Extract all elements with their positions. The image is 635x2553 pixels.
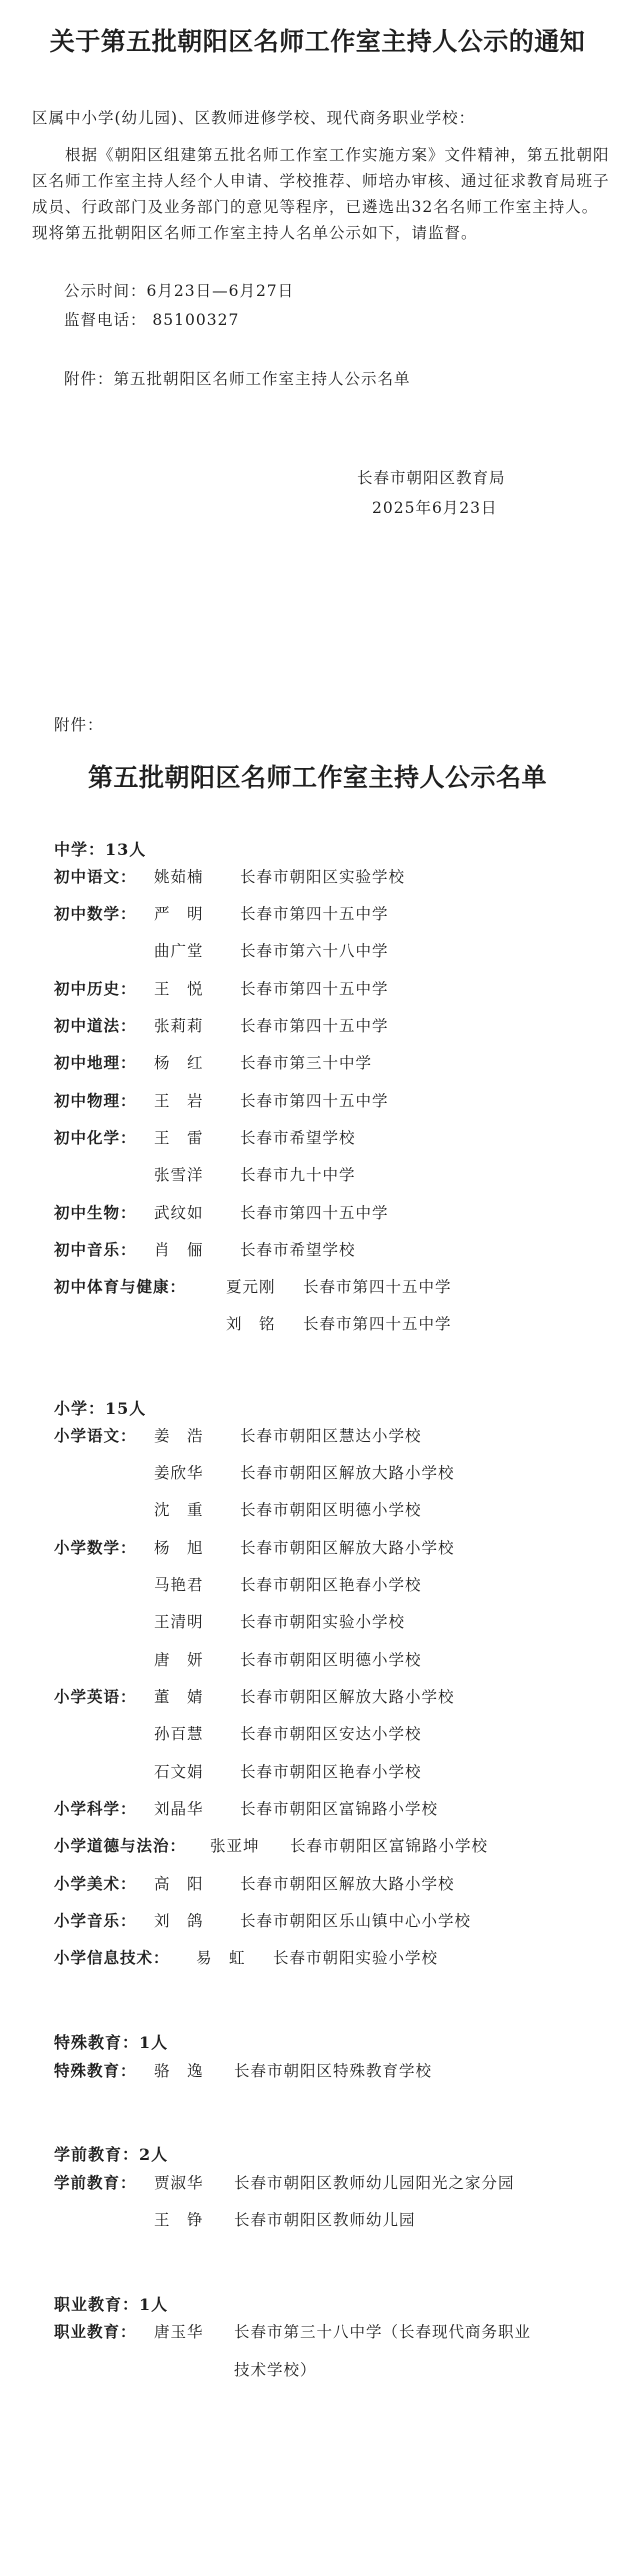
host-name: 刘 铭: [226, 1315, 276, 1333]
school-name: 长春市第三十中学: [240, 1054, 373, 1072]
notice-issuer: 长春市朝阳区教育局: [357, 469, 506, 487]
subject-label: 初中历史：: [54, 979, 137, 998]
section-vocational: 职业教育：1人: [54, 2295, 169, 2314]
notice-recipients: 区属中小学(幼儿园)、区教师进修学校、现代商务职业学校：: [32, 109, 476, 127]
host-name: 王 铮: [154, 2211, 204, 2229]
school-name: 长春市朝阳区富锦路小学校: [240, 1800, 439, 1818]
host-name: 王清明: [154, 1613, 204, 1631]
school-name: 长春市朝阳区教师幼儿园: [234, 2211, 416, 2229]
subject-label: 特殊教育：: [54, 2061, 137, 2080]
school-name: 长春市第六十八中学: [240, 942, 389, 960]
notice-body: 根据《朝阳区组建第五批名师工作室工作实施方案》文件精神，第五批朝阳区名师工作室主持人经个人申请、学校推荐、师培办审核、通过征求教育局班子成员、行政部门及业务部门的意见等程序，已遴选出32名名师工作室主持人。现将第五批朝阳区名师工作室主持人名单公示如下，请监督。: [32, 146, 610, 242]
school-name: 长春市朝阳区教师幼儿园阳光之家分园: [234, 2174, 515, 2192]
notice-attachment: 附件：第五批朝阳区名师工作室主持人公示名单: [64, 370, 411, 388]
school-name: 长春市朝阳区安达小学校: [240, 1725, 422, 1743]
host-name: 姜欣华: [154, 1464, 204, 1482]
subject-label: 学前教育：: [54, 2173, 137, 2192]
school-name: 长春市朝阳区富锦路小学校: [290, 1837, 489, 1855]
school-name: 长春市朝阳区解放大路小学校: [240, 1539, 455, 1557]
host-name: 张雪洋: [154, 1166, 204, 1184]
school-name: 长春市朝阳区乐山镇中心小学校: [240, 1912, 472, 1930]
school-name: 长春市朝阳实验小学校: [273, 1949, 439, 1967]
host-name: 杨 旭: [154, 1539, 204, 1557]
host-name: 高 阳: [154, 1875, 204, 1893]
subject-label: 小学美术：: [54, 1874, 137, 1893]
host-name: 曲广堂: [154, 942, 204, 960]
host-name: 易 虹: [196, 1949, 246, 1967]
host-name: 张莉莉: [154, 1017, 204, 1035]
notice-title: 关于第五批朝阳区名师工作室主持人公示的通知: [49, 27, 586, 56]
host-name: 严 明: [154, 905, 204, 923]
subject-label: 初中地理：: [54, 1053, 137, 1072]
host-name: 孙百慧: [154, 1725, 204, 1743]
host-name: 王 岩: [154, 1092, 204, 1110]
school-name: 长春市第四十五中学: [240, 1017, 389, 1035]
host-name: 王 雷: [154, 1129, 204, 1147]
school-name: 长春市朝阳区特殊教育学校: [234, 2062, 433, 2080]
school-name: 长春市朝阳区明德小学校: [240, 1651, 422, 1669]
school-name: 长春市朝阳实验小学校: [240, 1613, 406, 1631]
host-name: 唐玉华: [154, 2323, 204, 2341]
host-name: 夏元刚: [226, 1278, 276, 1296]
list-row: [54, 863, 137, 891]
school-name: 长春市朝阳区解放大路小学校: [240, 1464, 455, 1482]
host-name: 杨 红: [154, 1054, 204, 1072]
subject-label: 小学数学：: [54, 1538, 137, 1557]
school-name: 长春市朝阳区解放大路小学校: [240, 1688, 455, 1706]
school-name: 长春市第四十五中学: [303, 1278, 452, 1296]
school-name-continued: 技术学校）: [234, 2361, 317, 2379]
section-primary: 小学：15人: [54, 1399, 147, 1418]
host-name: 董 婧: [154, 1688, 204, 1706]
school-name: 长春市第四十五中学: [240, 1092, 389, 1110]
school-name: 长春市第四十五中学: [240, 1204, 389, 1222]
school-name: 长春市朝阳区实验学校: [240, 868, 406, 886]
host-name: 贾淑华: [154, 2174, 204, 2192]
section-special: 特殊教育：1人: [54, 2033, 169, 2052]
school-name: 长春市第四十五中学: [303, 1315, 452, 1333]
subject-label: 小学语文：: [54, 1426, 137, 1445]
subject-label: 小学音乐：: [54, 1911, 137, 1930]
subject-label: 初中体育与健康：: [54, 1277, 187, 1296]
host-name: 石文娟: [154, 1763, 204, 1781]
host-name: 刘 鸽: [154, 1912, 204, 1930]
list-title: 第五批朝阳区名师工作室主持人公示名单: [87, 763, 547, 792]
host-name: 姚茹楠: [154, 868, 204, 886]
school-name: 长春市希望学校: [240, 1129, 356, 1147]
section-preschool: 学前教育：2人: [54, 2145, 169, 2164]
host-name: 武纹如: [154, 1204, 204, 1222]
subject-label: 小学英语：: [54, 1687, 137, 1706]
host-name: 唐 妍: [154, 1651, 204, 1669]
host-name: 沈 重: [154, 1501, 204, 1519]
notice-period: 公示时间：6月23日—6月27日: [64, 282, 295, 300]
school-name: 长春市朝阳区艳春小学校: [240, 1763, 422, 1781]
school-name: 长春市朝阳区解放大路小学校: [240, 1875, 455, 1893]
host-name: 王 悦: [154, 980, 204, 998]
attachment-label: 附件：: [54, 716, 104, 734]
host-name: 刘晶华: [154, 1800, 204, 1818]
school-name: 长春市第三十八中学（长春现代商务职业: [234, 2323, 532, 2341]
host-name: 肖 俪: [154, 1241, 204, 1259]
subject-label: 小学科学：: [54, 1799, 137, 1818]
subject-label: 初中道法：: [54, 1016, 137, 1035]
school-name: 长春市希望学校: [240, 1241, 356, 1259]
notice-phone: 监督电话： 85100327: [64, 311, 240, 329]
section-middle: 中学：13人: [54, 840, 147, 859]
subject-label: 初中音乐：: [54, 1240, 137, 1259]
subject-label: 职业教育：: [54, 2322, 137, 2341]
school-name: 长春市九十中学: [240, 1166, 356, 1184]
subject-label: 初中物理：: [54, 1091, 137, 1110]
school-name: 长春市第四十五中学: [240, 905, 389, 923]
notice-date: 2025年6月23日: [372, 499, 498, 517]
school-name: 长春市朝阳区明德小学校: [240, 1501, 422, 1519]
subject-label: 小学信息技术：: [54, 1948, 170, 1967]
subject-label: 小学道德与法治：: [54, 1836, 187, 1855]
host-name: 骆 逸: [154, 2062, 204, 2080]
host-name: 马艳君: [154, 1576, 204, 1594]
subject-label: 初中数学：: [54, 904, 137, 923]
subject-label: 初中生物：: [54, 1203, 137, 1222]
host-name: 张亚坤: [210, 1837, 260, 1855]
subject-label: 初中语文：: [54, 867, 137, 886]
school-name: 长春市朝阳区艳春小学校: [240, 1576, 422, 1594]
school-name: 长春市朝阳区慧达小学校: [240, 1427, 422, 1445]
school-name: 长春市第四十五中学: [240, 980, 389, 998]
subject-label: 初中化学：: [54, 1128, 137, 1147]
host-name: 姜 浩: [154, 1427, 204, 1445]
